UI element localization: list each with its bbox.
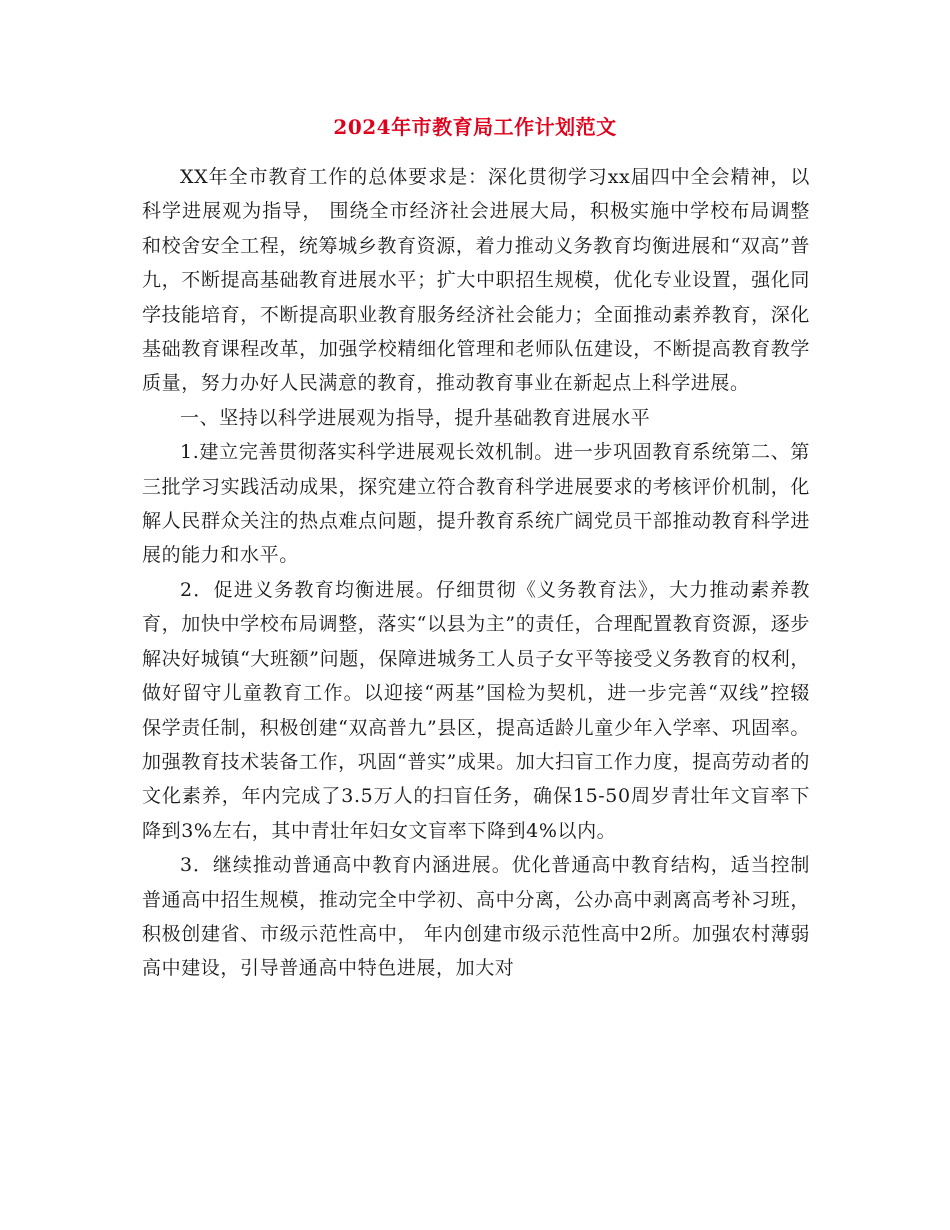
document-body (142, 160, 810, 986)
paragraph-intro: XX年全市教育工作的总体要求是：深化贯彻学习xx届四中全会精神，以科学进展观为指导， 围绕全市经济社会进展大局，积极实施中学校布局调整和校舍安全工程，统筹城乡教育资源，着力推动义务教育均衡进展和“双高”普九，不断提高基础教育进展水平；扩大中职招生规模，优化专业设置，强化同学技能培育，不断提高职业教育服务经济社会能力；全面推动素养教育，深化基础教育课程改革，加强学校精细化管理和老师队伍建设，不断提高教育教学质量，努力办好人民满意的教育，推动教育事业在新起点上科学进展。 (142, 166, 810, 395)
section-heading-1: 一、坚持以科学进展观为指导，提升基础教育进展水平 (180, 406, 651, 429)
document-title: 2024年市教育局工作计划范文 (333, 115, 617, 139)
paragraph-item-1: 1.建立完善贯彻落实科学进展观长效机制。进一步巩固教育系统第二、第三批学习实践活动成果，探究建立符合教育科学进展要求的考核评价机制，化解人民群众关注的热点难点问题，提升教育系统广阔党员干部推动教育科学进展的能力和水平。 (142, 441, 810, 567)
paragraph-item-3: 3．继续推动普通高中教育内涵进展。优化普通高中教育结构，适当控制普通高中招生规模，推动完全中学初、高中分离，公办高中剥离高考补习班，积极创建省、市级示范性高中， 年内创建市级示范性高中2所。加强农村薄弱高中建设，引导普通高中特色进展，加大对 (142, 854, 810, 980)
paragraph-item-2: 2．促进义务教育均衡进展。仔细贯彻《义务教育法》，大力推动素养教育，加快中学校布局调整，落实“以县为主”的责任，合理配置教育资源，逐步解决好城镇“大班额”问题，保障进城务工人员子女平等接受义务教育的权利，做好留守儿童教育工作。以迎接“两基”国检为契机，进一步完善“双线”控辍保学责任制，积极创建“双高普九”县区，提高适龄儿童少年入学率、巩固率。加强教育技术装备工作，巩固“普实”成果。加大扫盲工作力度，提高劳动者的文化素养，年内完成了3.5万人的扫盲任务，确保15-50周岁青壮年文盲率下降到3%左右，其中青壮年妇女文盲率下降到4%以内。 (142, 578, 810, 842)
